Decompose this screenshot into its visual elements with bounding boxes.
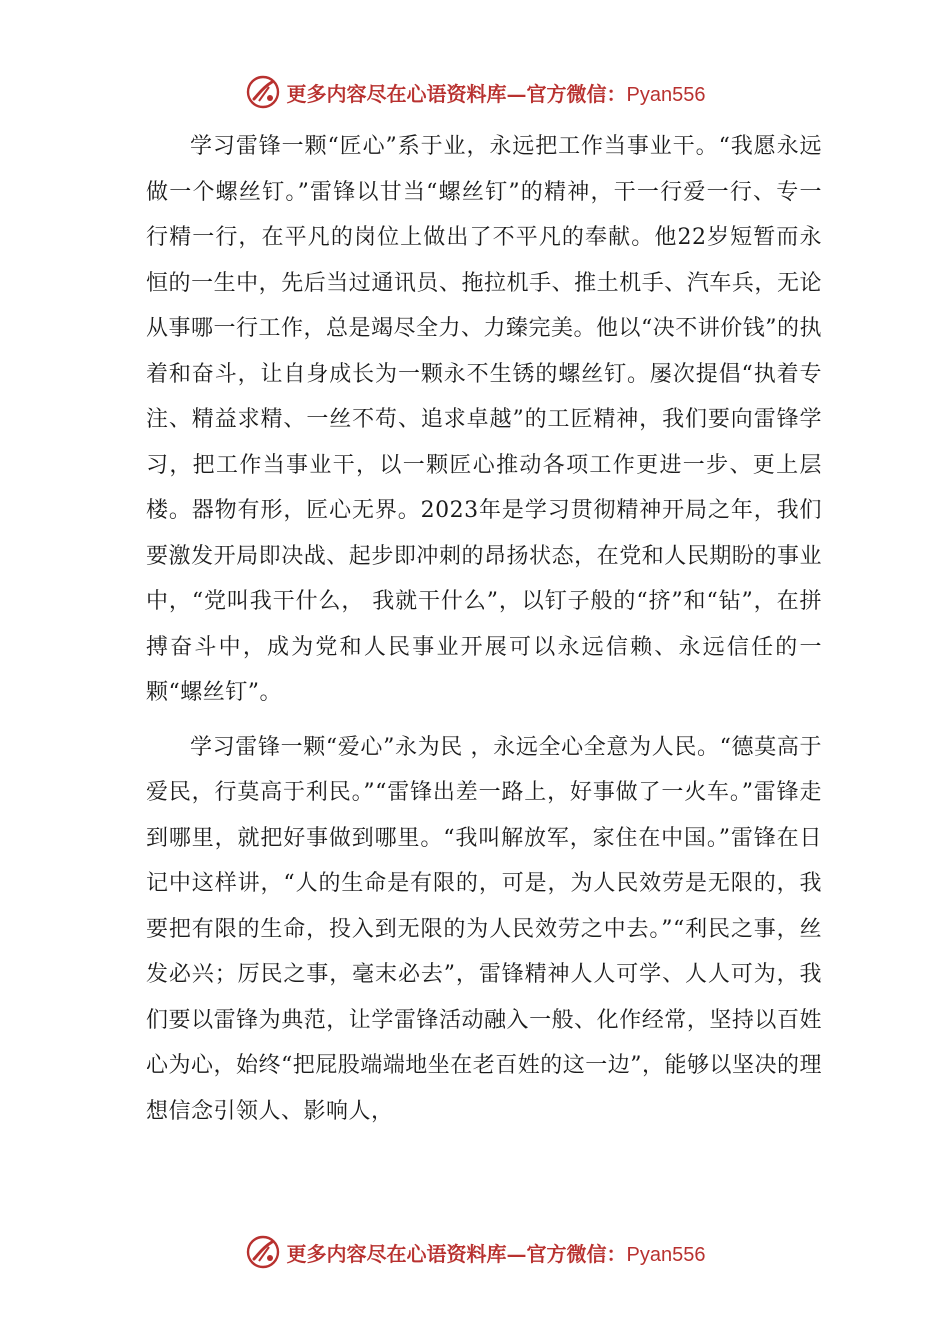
header-banner-text [287, 78, 706, 107]
paragraph-2: 学习雷锋一颗“爱心”永为民 ，永远全心全意为人民。“德莫高于爱民，行莫高于利民。”“雷锋出差一路上，好事做了一火车。”雷锋走到哪里，就把好事做到哪里。“我叫解放军，家住在中国。”雷锋在日记中这样讲，“人的生命是有限的，可是，为人民效劳是无限的，我要把有限的生命，投入到无限的为人民效劳之中去。”“利民之事，丝发必兴；厉民之事，毫末必去”，雷锋精神人人可学、人人可为，我们要以雷锋为典范，让学雷锋活动融入一般、化作经常，坚持以百姓心为心，始终“把屁股端端地坐在老百姓的这一边”，能够以坚决的理想信念引领人、影响人， [146, 734, 822, 1124]
footer-banner-text [287, 1238, 706, 1267]
seal-pen-icon [245, 1234, 281, 1270]
seal-pen-icon [245, 74, 281, 110]
document-body [146, 124, 822, 1143]
header-banner-label: 更多内容尽在心语资料库—官方微信： [286, 81, 627, 106]
paragraph-1: 学习雷锋一颗“匠心”系于业，永远把工作当事业干。“我愿永远做一个螺丝钉。”雷锋以甘当“螺丝钉”的精神，干一行爱一行、专一行精一行，在平凡的岗位上做出了不平凡的奉献。他22岁短暂而永恒的一生中，先后当过通讯员、拖拉机手、推土机手、汽车兵，无论从事哪一行工作，总是竭尽全力、力臻完美。他以“决不讲价钱”的执着和奋斗，让自身成长为一颗永不生锈的螺丝钉。屡次提倡“执着专注、精益求精、一丝不苟、追求卓越”的工匠精神，我们要向雷锋学习，把工作当事业干，以一颗匠心推动各项工作更进一步、更上层楼。器物有形，匠心无界。2023年是学习贯彻精神开局之年，我们要激发开局即决战、起步即冲刺的昂扬状态，在党和人民期盼的事业中，“党叫我干什么， 我就干什么”，以钉子般的“挤”和“钻”，在拼搏奋斗中，成为党和人民事业开展可以永远信赖、永远信任的一颗“螺丝钉”。 [146, 134, 822, 705]
footer-banner-label: 更多内容尽在心语资料库—官方微信： [286, 1241, 627, 1266]
footer-banner [0, 1232, 950, 1272]
footer-wechat-id: Pyan556 [626, 1243, 706, 1266]
header-banner [0, 72, 950, 112]
header-wechat-id: Pyan556 [626, 83, 706, 106]
